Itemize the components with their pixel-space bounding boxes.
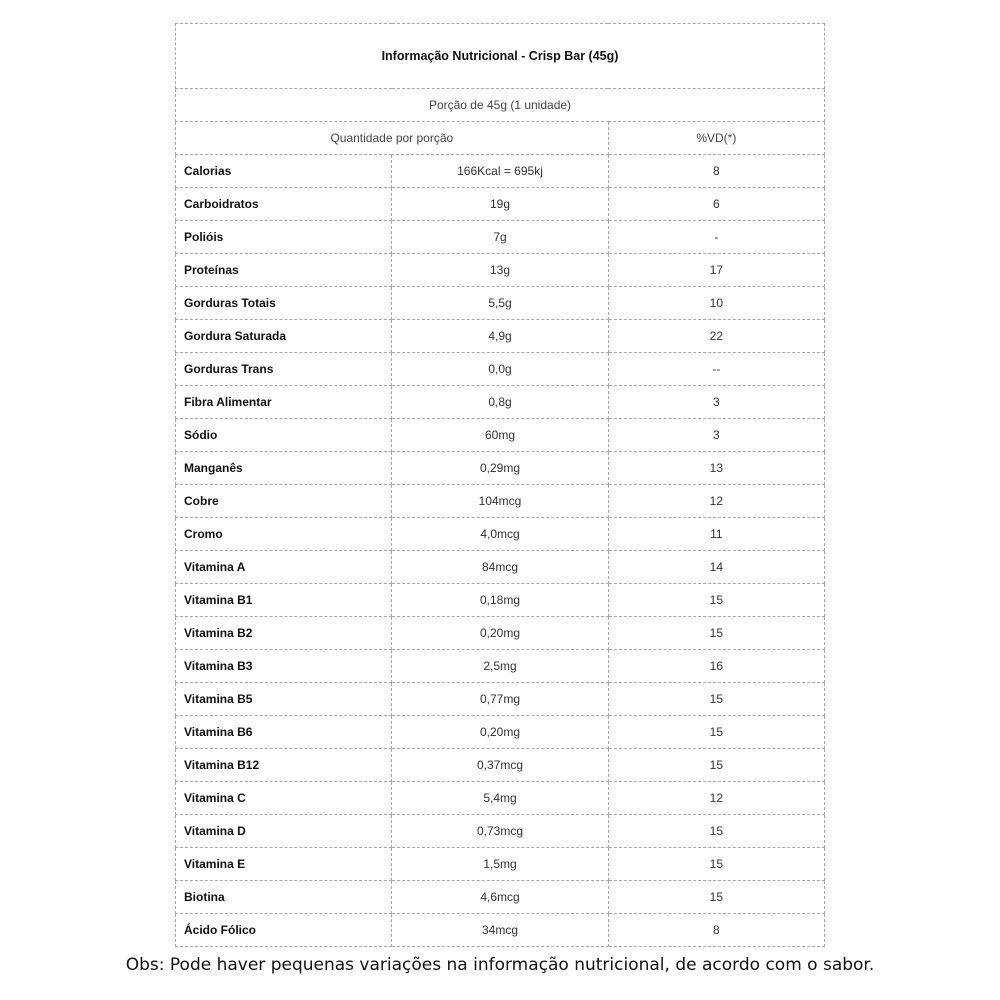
nutrient-vd: 15 <box>608 683 824 716</box>
table-row <box>176 188 825 221</box>
table-row <box>176 353 825 386</box>
nutrient-vd: 15 <box>608 716 824 749</box>
nutrient-name: Manganês <box>176 452 392 485</box>
nutrient-name: Vitamina D <box>176 815 392 848</box>
nutrient-name: Vitamina B6 <box>176 716 392 749</box>
nutrient-name: Vitamina B12 <box>176 749 392 782</box>
nutrient-vd: 15 <box>608 881 824 914</box>
nutrient-quantity: 5,4mg <box>392 782 608 815</box>
nutrient-quantity: 34mcg <box>392 914 608 947</box>
table-row <box>176 749 825 782</box>
nutrient-quantity: 0,37mcg <box>392 749 608 782</box>
nutrient-vd: - <box>608 221 824 254</box>
nutrient-vd: 13 <box>608 452 824 485</box>
table-row <box>176 782 825 815</box>
nutrient-quantity: 0,29mg <box>392 452 608 485</box>
nutrient-quantity: 4,0mcg <box>392 518 608 551</box>
nutrient-name: Vitamina E <box>176 848 392 881</box>
nutrient-name: Sódio <box>176 419 392 452</box>
table-row <box>176 485 825 518</box>
nutrient-quantity: 5,5g <box>392 287 608 320</box>
nutrient-quantity: 19g <box>392 188 608 221</box>
nutrient-name: Ácido Fólico <box>176 914 392 947</box>
portion-row <box>176 89 825 122</box>
table-row <box>176 452 825 485</box>
table-row <box>176 254 825 287</box>
nutrient-name: Cobre <box>176 485 392 518</box>
nutrient-name: Vitamina A <box>176 551 392 584</box>
nutrient-quantity: 0,8g <box>392 386 608 419</box>
table-row <box>176 287 825 320</box>
footer-note: Obs: Pode haver pequenas variações na informação nutricional, de acordo com o sabor. <box>125 955 875 975</box>
nutrient-name: Cromo <box>176 518 392 551</box>
nutrient-quantity: 60mg <box>392 419 608 452</box>
table-row <box>176 617 825 650</box>
nutrient-quantity: 0,0g <box>392 353 608 386</box>
table-row <box>176 683 825 716</box>
nutrient-vd: 3 <box>608 386 824 419</box>
header-quantity: Quantidade por porção <box>176 122 609 155</box>
table-row <box>176 881 825 914</box>
nutrient-vd: 10 <box>608 287 824 320</box>
nutrient-quantity: 104mcg <box>392 485 608 518</box>
nutrition-table <box>175 23 825 947</box>
nutrient-name: Vitamina B3 <box>176 650 392 683</box>
header-row <box>176 122 825 155</box>
nutrient-vd: 15 <box>608 815 824 848</box>
table-row <box>176 419 825 452</box>
nutrient-vd: 12 <box>608 782 824 815</box>
table-row <box>176 320 825 353</box>
portion-label: Porção de 45g (1 unidade) <box>176 89 825 122</box>
nutrient-quantity: 0,20mg <box>392 617 608 650</box>
table-row <box>176 716 825 749</box>
nutrient-quantity: 13g <box>392 254 608 287</box>
nutrient-vd: 15 <box>608 848 824 881</box>
nutrient-name: Gorduras Trans <box>176 353 392 386</box>
nutrient-vd: 22 <box>608 320 824 353</box>
nutrient-vd: 6 <box>608 188 824 221</box>
nutrient-quantity: 2,5mg <box>392 650 608 683</box>
nutrient-name: Fibra Alimentar <box>176 386 392 419</box>
table-row <box>176 584 825 617</box>
nutrient-name: Vitamina B2 <box>176 617 392 650</box>
nutrient-vd: 15 <box>608 617 824 650</box>
nutrient-quantity: 0,20mg <box>392 716 608 749</box>
nutrient-vd: 14 <box>608 551 824 584</box>
header-vd: %VD(*) <box>608 122 824 155</box>
nutrient-quantity: 0,18mg <box>392 584 608 617</box>
table-row <box>176 551 825 584</box>
table-row <box>176 518 825 551</box>
table-row <box>176 650 825 683</box>
nutrient-name: Gorduras Totais <box>176 287 392 320</box>
nutrient-vd: 16 <box>608 650 824 683</box>
table-row <box>176 815 825 848</box>
nutrient-vd: 15 <box>608 749 824 782</box>
nutrient-name: Carboidratos <box>176 188 392 221</box>
nutrient-vd: -- <box>608 353 824 386</box>
nutrient-name: Vitamina C <box>176 782 392 815</box>
nutrient-vd: 11 <box>608 518 824 551</box>
nutrient-vd: 8 <box>608 914 824 947</box>
nutrient-quantity: 4,9g <box>392 320 608 353</box>
table-row <box>176 848 825 881</box>
nutrient-quantity: 1,5mg <box>392 848 608 881</box>
table-row <box>176 221 825 254</box>
nutrient-quantity: 4,6mcg <box>392 881 608 914</box>
nutrient-name: Biotina <box>176 881 392 914</box>
table-row <box>176 914 825 947</box>
nutrient-name: Vitamina B1 <box>176 584 392 617</box>
nutrient-vd: 15 <box>608 584 824 617</box>
nutrient-vd: 3 <box>608 419 824 452</box>
nutrient-vd: 12 <box>608 485 824 518</box>
nutrient-name: Vitamina B5 <box>176 683 392 716</box>
nutrient-name: Polióis <box>176 221 392 254</box>
nutrient-name: Gordura Saturada <box>176 320 392 353</box>
nutrient-vd: 17 <box>608 254 824 287</box>
nutrient-quantity: 0,77mg <box>392 683 608 716</box>
title-row <box>176 24 825 89</box>
nutrient-quantity: 7g <box>392 221 608 254</box>
nutrient-quantity: 166Kcal = 695kj <box>392 155 608 188</box>
table-row <box>176 155 825 188</box>
nutrient-quantity: 84mcg <box>392 551 608 584</box>
table-row <box>176 386 825 419</box>
nutrient-name: Calorias <box>176 155 392 188</box>
nutrient-quantity: 0,73mcg <box>392 815 608 848</box>
table-title: Informação Nutricional - Crisp Bar (45g) <box>176 24 825 89</box>
nutrient-name: Proteínas <box>176 254 392 287</box>
nutrient-vd: 8 <box>608 155 824 188</box>
